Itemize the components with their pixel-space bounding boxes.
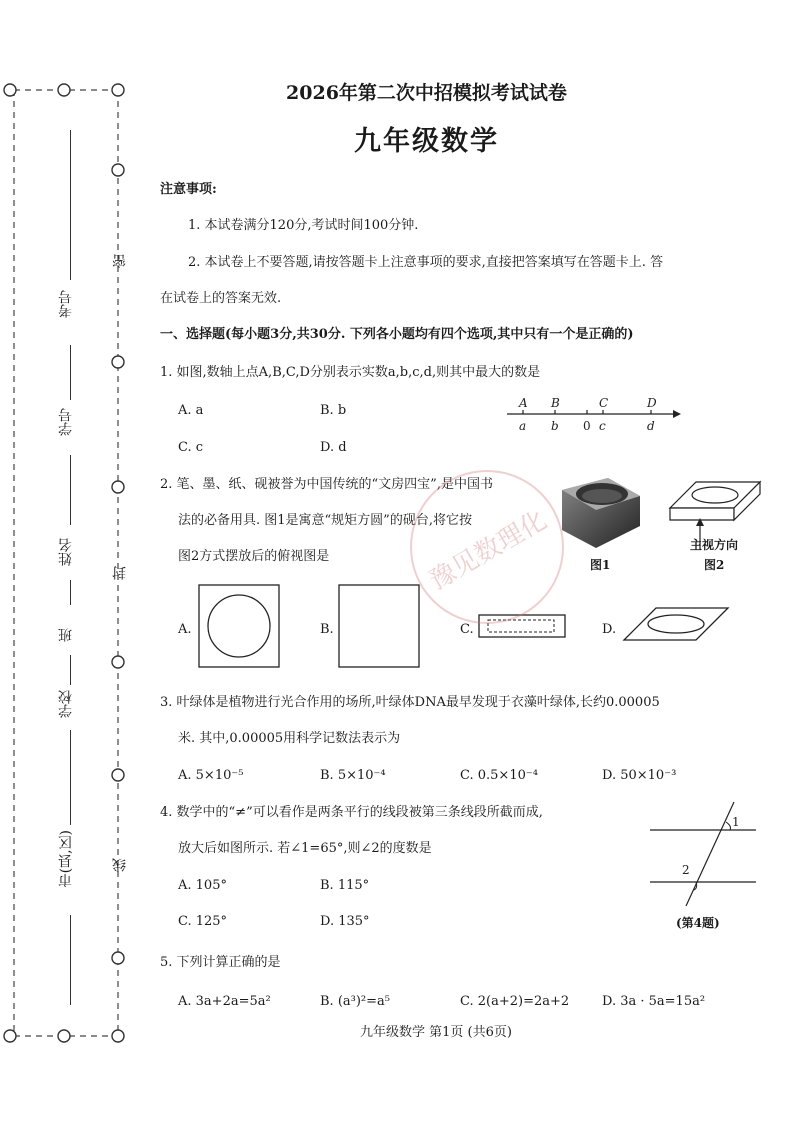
q3-option-c: C. 0.5×10⁻⁴ <box>460 768 538 783</box>
q4-option-c: C. 125° <box>178 914 228 929</box>
q2-view-direction-label: 主视方向 <box>690 538 739 552</box>
q1-option-a: A. a <box>178 403 204 418</box>
notice-heading: 注意事项: <box>160 182 217 197</box>
q1-axis-lower-zero: 0 <box>583 419 591 433</box>
q1-axis-lower-b: b <box>551 419 559 433</box>
q3-line-1: 3. 叶绿体是植物进行光合作用的场所,叶绿体DNA最早发现于衣藻叶绿体,长约0.00005 <box>160 695 660 710</box>
q1-option-c: C. c <box>178 440 204 455</box>
watermark-stamp <box>410 470 564 624</box>
q5-option-d: D. 3a · 5a=15a² <box>602 994 706 1009</box>
q2-line-1: 2. 笔、墨、纸、砚被誉为中国传统的“文房四宝”,是中国书 <box>160 477 493 492</box>
q1-axis-lower-a: a <box>519 419 527 433</box>
notice-item-2-line2: 在试卷上的答案无效. <box>160 291 282 306</box>
q2-option-d-figure <box>622 606 732 644</box>
q4-option-d: D. 135° <box>320 914 370 929</box>
notice-item-2-line1: 2. 本试卷上不要答题,请按答题卡上注意事项的要求,直接把答案填写在答题卡上. 答 <box>188 255 664 270</box>
notice-item-1: 1. 本试卷满分120分,考试时间100分钟. <box>188 218 419 233</box>
q5-option-b: B. (a³)²=a⁵ <box>320 994 390 1009</box>
q1-axis-upper-b: B <box>551 396 560 410</box>
q3-option-d: D. 50×10⁻³ <box>602 768 677 783</box>
city-line <box>70 730 71 825</box>
q4-option-a: A. 105° <box>178 878 227 893</box>
q1-option-b: B. b <box>320 403 347 418</box>
name-label: 姓名 <box>58 538 74 566</box>
q2-line-2: 法的必备用具. 图1是寓意“规矩方圆”的砚台,将它按 <box>178 513 472 528</box>
page-footer: 九年级数学 第1页 (共6页) <box>360 1025 512 1040</box>
school-line <box>70 655 71 685</box>
seal-char-xian: 线 <box>112 858 128 872</box>
q2-option-a-figure <box>198 584 282 670</box>
q5-option-c: C. 2(a+2)=2a+2 <box>460 994 570 1009</box>
q2-figure-1-inkstone <box>558 472 644 554</box>
q2-option-b-figure <box>338 584 422 670</box>
q3-option-a: A. 5×10⁻⁵ <box>178 768 244 783</box>
seal-char-feng: 封 <box>112 566 128 580</box>
q2-option-b-label: B. <box>320 622 334 637</box>
seal-char-mi: 密 <box>112 254 128 268</box>
subject-title: 九年级数学 <box>354 126 499 157</box>
q1-axis-upper-c: C <box>599 396 609 410</box>
q4-angle-2-label: 2 <box>682 863 690 877</box>
q4-figure-caption: (第4题) <box>676 916 720 930</box>
q4-angle-1-label: 1 <box>732 815 740 829</box>
watermark-text: 豫见数理化 <box>424 505 553 597</box>
q4-line-1: 4. 数学中的“≠”可以看作是两条平行的线段被第三条线段所截而成, <box>160 805 543 820</box>
q1-axis-lower-d: d <box>647 419 655 433</box>
q5-option-a: A. 3a+2a=5a² <box>178 994 271 1009</box>
name-line <box>70 455 71 525</box>
q1-number-line <box>505 395 685 435</box>
q2-option-d-label: D. <box>602 622 617 637</box>
q1-stem: 1. 如图,数轴上点A,B,C,D分别表示实数a,b,c,d,则其中最大的数是 <box>160 365 541 380</box>
class-label: 班 <box>58 628 74 642</box>
q1-option-d: D. d <box>320 440 347 455</box>
q2-figure-2-caption: 图2 <box>704 558 725 572</box>
q4-parallel-lines-figure <box>648 798 758 910</box>
class-line <box>70 580 71 605</box>
city-line-bottom <box>70 915 71 1005</box>
q2-figure-1-caption: 图1 <box>590 558 611 572</box>
q2-line-3: 图2方式摆放后的俯视图是 <box>178 549 330 564</box>
q4-option-b: B. 115° <box>320 878 370 893</box>
school-label: 学校 <box>58 690 74 718</box>
exam-title: 2026年第二次中招模拟考试试卷 <box>286 82 567 104</box>
q1-axis-upper-a: A <box>519 396 528 410</box>
q4-line-2: 放大后如图所示. 若∠1=65°,则∠2的度数是 <box>178 841 432 856</box>
student-no-label: 学号 <box>58 408 74 436</box>
city-label: 市(县,区) <box>58 830 74 888</box>
q1-axis-upper-d: D <box>647 396 657 410</box>
q3-option-b: B. 5×10⁻⁴ <box>320 768 386 783</box>
q2-option-c-label: C. <box>460 622 474 637</box>
section1-heading: 一、选择题(每小题3分,共30分. 下列各小题均有四个选项,其中只有一个是正确的) <box>160 327 634 342</box>
student-no-line <box>70 345 71 400</box>
q5-stem: 5. 下列计算正确的是 <box>160 955 281 970</box>
q1-axis-lower-c: c <box>599 419 606 433</box>
q3-line-2: 米. 其中,0.00005用科学记数法表示为 <box>178 731 401 746</box>
q2-option-a-label: A. <box>178 622 192 637</box>
exam-no-label: 考号 <box>58 290 74 318</box>
